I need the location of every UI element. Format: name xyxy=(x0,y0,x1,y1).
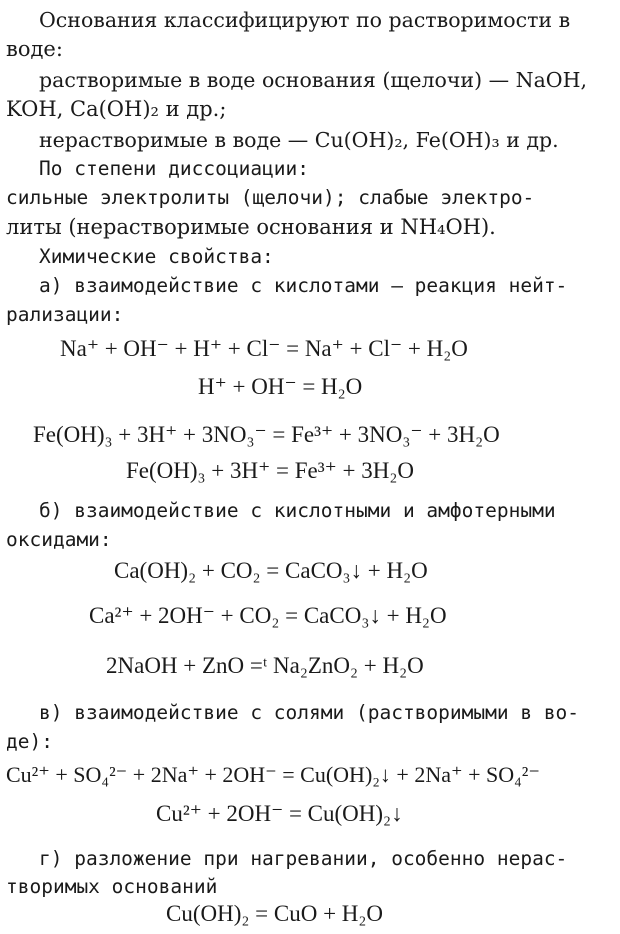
section-title: Химические свойства: xyxy=(39,245,274,268)
paragraph-line: в) взаимодействие с солями (растворимыми в во- xyxy=(39,701,580,724)
paragraph-line: оксидами: xyxy=(6,528,112,551)
equation: Fe(OH)₃ + 3H⁺ = Fe³⁺ + 3H₂O xyxy=(126,458,414,483)
equation: Ca(OH)₂ + CO₂ = CaCO₃↓ + H₂O xyxy=(114,558,428,583)
equation: Fe(OH)₃ + 3H⁺ + 3NO₃⁻ = Fe³⁺ + 3NO₃⁻ + 3H₂O xyxy=(33,422,500,447)
paragraph-line: рализации: xyxy=(6,303,124,326)
equation: Cu(OH)₂ = CuO + H₂O xyxy=(166,901,384,926)
paragraph-line: литы (нерастворимые основания и NH₄OH). xyxy=(6,215,496,239)
paragraph-line: творимых оснований xyxy=(6,875,218,898)
paragraph-line: KOH, Ca(OH)₂ и др.; xyxy=(6,97,227,121)
paragraph-line: воде: xyxy=(6,37,63,61)
paragraph-line: нерастворимые в воде — Cu(OH)₂, Fe(OH)₃ и др. xyxy=(39,128,559,152)
paragraph-line: растворимые в воде основания (щелочи) — NaOH, xyxy=(39,68,587,92)
equation: Cu²⁺ + SO₄²⁻ + 2Na⁺ + 2OH⁻ = Cu(OH)₂↓ + 2Na⁺ + SO₄²⁻ xyxy=(6,762,541,787)
equation: 2NaOH + ZnO =ᵗ Na₂ZnO₂ + H₂O xyxy=(106,653,424,678)
paragraph-line: де): xyxy=(6,730,53,753)
paragraph-line: а) взаимодействие с кислотами — реакция нейт- xyxy=(39,274,568,297)
paragraph-line: б) взаимодействие с кислотными и амфотерными xyxy=(39,499,556,522)
paragraph-line: сильные электролиты (щелочи); слабые электро- xyxy=(6,186,535,209)
equation: Cu²⁺ + 2OH⁻ = Cu(OH)₂↓ xyxy=(156,801,403,826)
paragraph-line: г) разложение при нагревании, особенно нерас- xyxy=(39,847,568,870)
equation: H⁺ + OH⁻ = H₂O xyxy=(198,374,363,399)
equation: Na⁺ + OH⁻ + H⁺ + Cl⁻ = Na⁺ + Cl⁻ + H₂O xyxy=(60,336,468,361)
paragraph-line: По степени диссоциации: xyxy=(39,157,310,180)
paragraph-line: Основания классифицируют по растворимости в xyxy=(39,8,571,32)
equation: Ca²⁺ + 2OH⁻ + CO₂ = CaCO₃↓ + H₂O xyxy=(89,603,447,628)
